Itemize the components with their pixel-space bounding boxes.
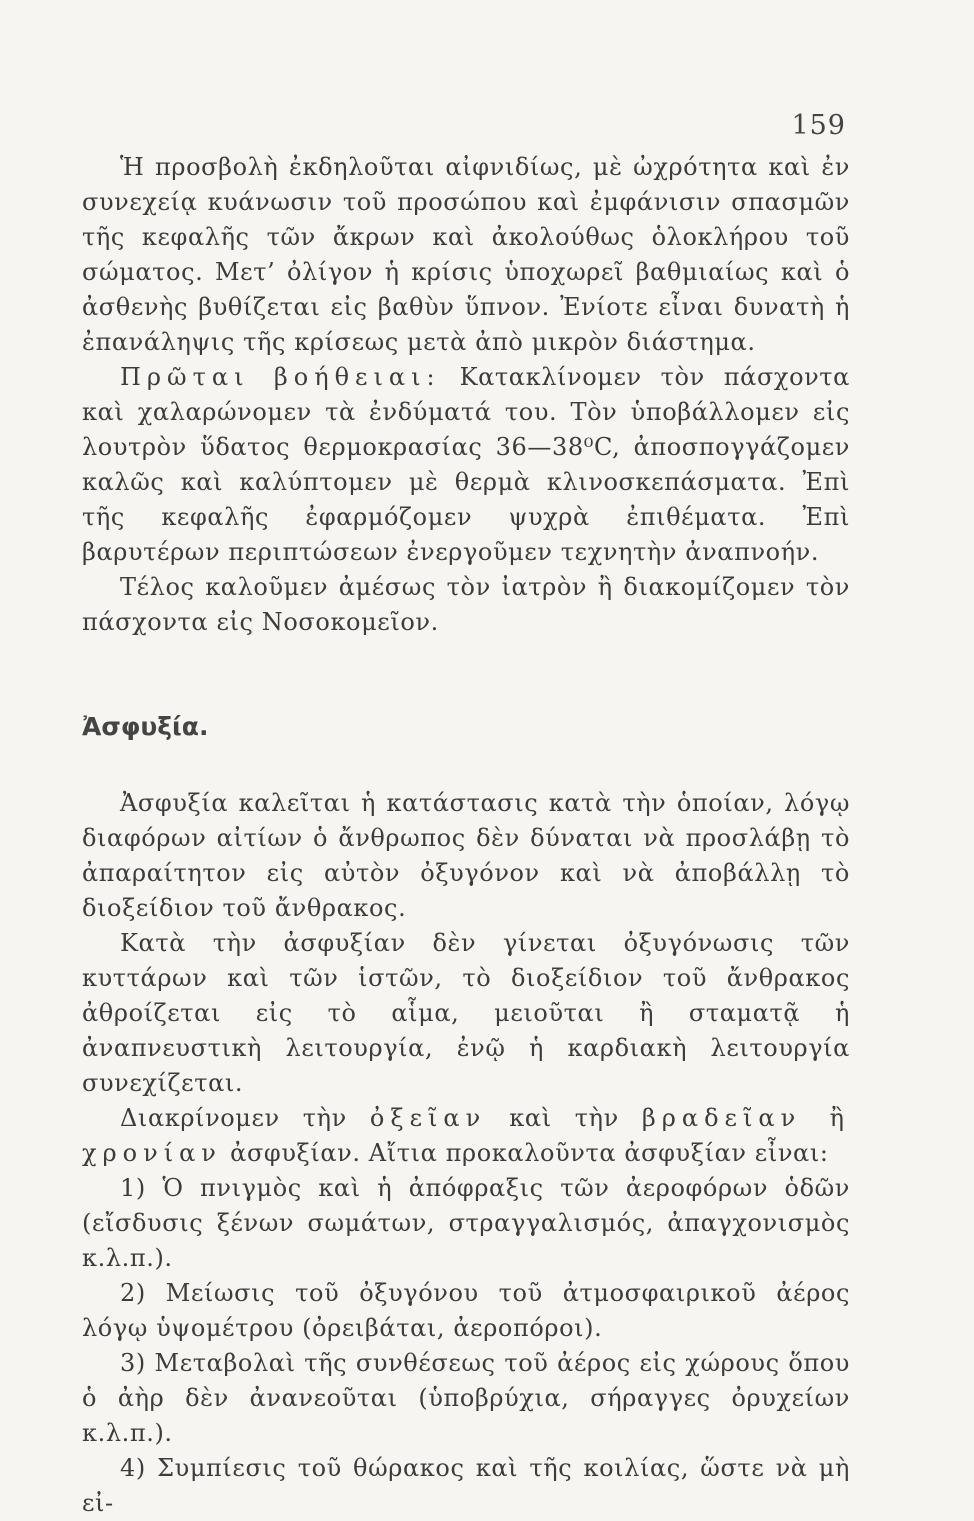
paragraph-asphyxia-types [82, 1101, 850, 1171]
paragraph-first-aid [82, 360, 850, 570]
page-number: 159 [791, 110, 846, 141]
list-item: 1) Ὁ πνιγμὸς καὶ ἡ ἀπόφραξις τῶν ἀεροφόρων ὁδῶν (εἴσδυσις ξένων σωμάτων, στραγγαλισμός, ἀπαγχονισμὸς κ.λ.π.). [82, 1174, 850, 1272]
text-block-seizure-care [82, 150, 850, 640]
types-text-e: ἀσφυξίαν. Αἴτια προκαλοῦντα ἀσφυξίαν εἶναι: [221, 1139, 829, 1167]
paragraph-asphyxia-definition: Ἀσφυξία καλεῖται ἡ κατάστασις κατὰ τὴν ὁποίαν, λόγῳ διαφόρων αἰτίων ὁ ἄνθρωπος δὲν δύναται νὰ προσλάβῃ τὸ ἀπαραίτητον εἰς αὐτὸν ὀξυγόνον καὶ νὰ ἀποβάλλῃ τὸ διοξείδιον τοῦ ἄνθρακος. [82, 789, 850, 922]
list-item: 3) Μεταβολαὶ τῆς συνθέσεως τοῦ ἀέρος εἰς χώρους ὅπου ὁ ἀὴρ δὲν ἀνανεοῦται (ὑποβρύχια, σήραγγες ὀρυχείων κ.λ.π.). [82, 1349, 850, 1447]
first-aid-text: Κατακλίνομεν τὸν πάσχοντα καὶ χαλαρώνομεν τὰ ἐνδύματά του. Τὸν ὑποβάλλομεν εἰς λουτρὸν ὕδατος θερμοκρασίας 36—38⁰C, ἀποσπογγάζομεν καλῶς καὶ καλύπτομεν μὲ θερμὰ κλινοσκεπάσματα. Ἐπὶ τῆς κεφαλῆς ἐφαρμόζομεν ψυχρὰ ἐπιθέματα. Ἐπὶ βαρυτέρων περιπτώσεων ἐνεργοῦμεν τεχνητὴν ἀναπνοήν. [82, 363, 850, 566]
list-item: 2) Μείωσις τοῦ ὀξυγόνου τοῦ ἀτμοσφαιρικοῦ ἀέρος λόγῳ ὑψομέτρου (ὀρειβάται, ἀεροπόροι). [82, 1279, 850, 1342]
types-acute: ὀξεῖαν [369, 1104, 487, 1132]
paragraph-call-doctor: Τέλος καλοῦμεν ἀμέσως τὸν ἰατρὸν ἢ διακομίζομεν τὸν πάσχοντα εἰς Νοσοκομεῖον. [82, 573, 850, 636]
types-text-a: Διακρίνομεν τὴν [120, 1104, 370, 1132]
types-text-c: καὶ τὴν [486, 1104, 642, 1132]
text-block-asphyxia [82, 786, 850, 1521]
paragraph-asphyxia-effects: Κατὰ τὴν ἀσφυξίαν δὲν γίνεται ὀξυγόνωσις τῶν κυττάρων καὶ τῶν ἱστῶν, τὸ διοξείδιον τοῦ ἄνθρακος ἀθροίζεται εἰς τὸ αἷμα, μειοῦται ἢ σταματᾷ ἡ ἀναπνευστικὴ λειτουργία, ἐνῷ ἡ καρδιακὴ λειτουργία συνεχίζεται. [82, 929, 850, 1097]
list-item: 4) Συμπίεσις τοῦ θώρακος καὶ τῆς κοιλίας, ὥστε νὰ μὴ εἰ- [82, 1454, 850, 1517]
section-heading-asphyxia: Ἀσφυξία. [82, 712, 209, 741]
first-aid-lead: Πρῶται βοήθειαι: [120, 363, 441, 391]
paragraph-attack-description: Ἡ προσβολὴ ἐκδηλοῦται αἰφνιδίως, μὲ ὠχρότητα καὶ ἐν συνεχείᾳ κυάνωσιν τοῦ προσώπου καὶ ἐμφάνισιν σπασμῶν τῆς κεφαλῆς τῶν ἄκρων καὶ ἀκολούθως ὁλοκλήρου τοῦ σώματος. Μετ’ ὀλίγον ἡ κρίσις ὑποχωρεῖ βαθμιαίως καὶ ὁ ἀσθενὴς βυθίζεται εἰς βαθὺν ὕπνον. Ἐνίοτε εἶναι δυνατὴ ἡ ἐπανάληψις τῆς κρίσεως μετὰ ἀπὸ μικρὸν διάστημα. [82, 153, 850, 356]
types-chronic: βραδεῖαν ἢ χρονίαν [82, 1104, 850, 1167]
